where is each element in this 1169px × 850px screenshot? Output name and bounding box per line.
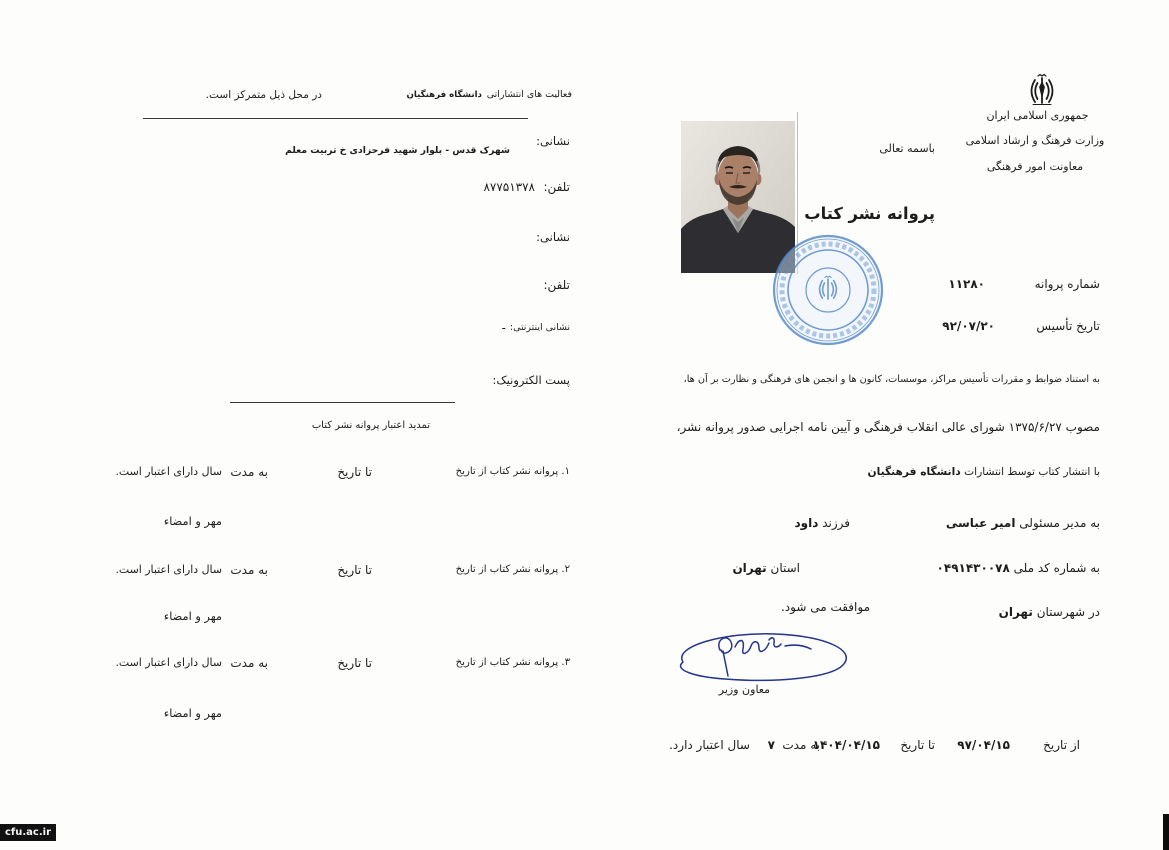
site-watermark: cfu.ac.ir: [0, 824, 56, 841]
website-value: -: [501, 321, 506, 335]
approval-text: موافقت می شود.: [780, 600, 870, 614]
renewal-suffix: سال دارای اعتبار است.: [115, 563, 222, 576]
manager-name: امیر عباسی: [945, 516, 1016, 530]
renewal-lead: ۳. پروانه نشر کتاب از تاریخ: [455, 657, 570, 668]
license-title: پروانه نشر کتاب: [804, 204, 935, 223]
renewal-lead: ۲. پروانه نشر کتاب از تاریخ: [455, 564, 570, 575]
license-number-label: شماره پروانه: [1034, 277, 1100, 291]
intro-university-name: دانشگاه فرهنگیان: [406, 90, 482, 100]
city-prefix: در شهرستان: [1036, 605, 1100, 619]
validity-duration-label: به مدت: [782, 738, 820, 752]
validity-from-label: از تاریخ: [1043, 738, 1080, 752]
phone-value: ۸۷۷۵۱۳۷۸: [483, 180, 535, 194]
renewal-to-label: تا تاریخ: [337, 563, 372, 577]
country-name: جمهوری اسلامی ایران: [986, 109, 1089, 122]
renewal-sign-label: مهر و امضاء: [163, 706, 222, 720]
body-line-2: مصوب ۱۳۷۵/۶/۲۷ شورای عالی انقلاب فرهنگی و آیین نامه اجرایی صدور پروانه نشر،: [676, 420, 1100, 434]
national-id-prefix: به شماره کد ملی: [1013, 561, 1100, 575]
phone2-label: تلفن:: [543, 278, 570, 292]
renewal-suffix: سال دارای اعتبار است.: [115, 465, 222, 478]
renewal-suffix: سال دارای اعتبار است.: [115, 656, 222, 669]
renewal-duration-label: به مدت: [230, 563, 268, 577]
validity-suffix: سال اعتبار دارد.: [669, 738, 750, 752]
renewal-sign-label: مهر و امضاء: [163, 609, 222, 623]
national-id: ۰۴۹۱۴۳۰۰۷۸: [936, 561, 1010, 575]
intro-suffix: در محل ذیل متمرکز است.: [205, 89, 322, 101]
renewal-to-label: تا تاریخ: [337, 465, 372, 479]
province-line: [700, 559, 800, 577]
intro-prefix: فعالیت های انتشاراتی: [486, 89, 572, 100]
license-number: ۱۱۲۸۰: [948, 277, 985, 291]
department-name: معاونت امور فرهنگی: [986, 160, 1084, 173]
father-line: [740, 514, 850, 532]
phone-label: تلفن:: [543, 180, 570, 194]
signer-title: معاون وزیر: [718, 683, 770, 696]
renewal-duration-label: به مدت: [230, 656, 268, 670]
validity-from-date: ۹۷/۰۴/۱۵: [957, 738, 1010, 752]
renewal-to-label: تا تاریخ: [337, 656, 372, 670]
body-line-1: به استناد ضوابط و مقررات تأسیس مراکز، موسسات، کانون ها و انجمن های فرهنگی و نظارت بر آن ها،: [683, 374, 1100, 385]
city-line: [970, 603, 1100, 621]
invocation: باسمه تعالی: [879, 142, 935, 155]
validity-to-label: تا تاریخ: [900, 738, 935, 752]
address-value: شهرک قدس - بلوار شهید فرحزادی خ تربیت معلم: [285, 145, 510, 156]
validity-duration: ۷: [767, 738, 775, 752]
publisher-prefix: با انتشار کتاب توسط انتشارات: [964, 465, 1100, 478]
renewal-lead: ۱. پروانه نشر کتاب از تاریخ: [455, 466, 570, 477]
manager-prefix: به مدیر مسئولی: [1019, 516, 1100, 530]
publisher-line: [860, 463, 1100, 481]
province-name: تهران: [732, 561, 767, 575]
website-label: نشانی اینترنتی:: [509, 322, 570, 333]
validity-to-date: ۱۴۰۴/۰۴/۱۵: [812, 738, 880, 752]
email-label: پست الکترونیک:: [492, 373, 570, 387]
founded-date-label: تاریخ تأسیس: [1036, 319, 1100, 333]
divider-renewals: [230, 402, 455, 403]
divider-top: [143, 118, 528, 119]
official-stamp: [771, 233, 885, 347]
renewal-sign-label: مهر و امضاء: [163, 514, 222, 528]
iran-emblem-icon: [1027, 73, 1057, 107]
ministry-name: وزارت فرهنگ و ارشاد اسلامی: [965, 134, 1105, 147]
national-id-line: [925, 559, 1100, 577]
father-name: داود: [794, 516, 819, 530]
scan-edge-artifact: [1163, 814, 1169, 850]
founded-date: ۹۲/۰۷/۲۰: [942, 319, 995, 333]
province-prefix: استان: [770, 561, 800, 575]
father-prefix: فرزند: [822, 516, 850, 530]
address-label: نشانی:: [536, 134, 570, 148]
address2-label: نشانی:: [536, 230, 570, 244]
city-name: تهران: [998, 605, 1033, 619]
renewal-duration-label: به مدت: [230, 465, 268, 479]
manager-line: [935, 514, 1100, 532]
publisher-name: دانشگاه فرهنگیان: [867, 465, 961, 478]
renewals-title: تمدید اعتبار پروانه نشر کتاب: [311, 420, 430, 431]
